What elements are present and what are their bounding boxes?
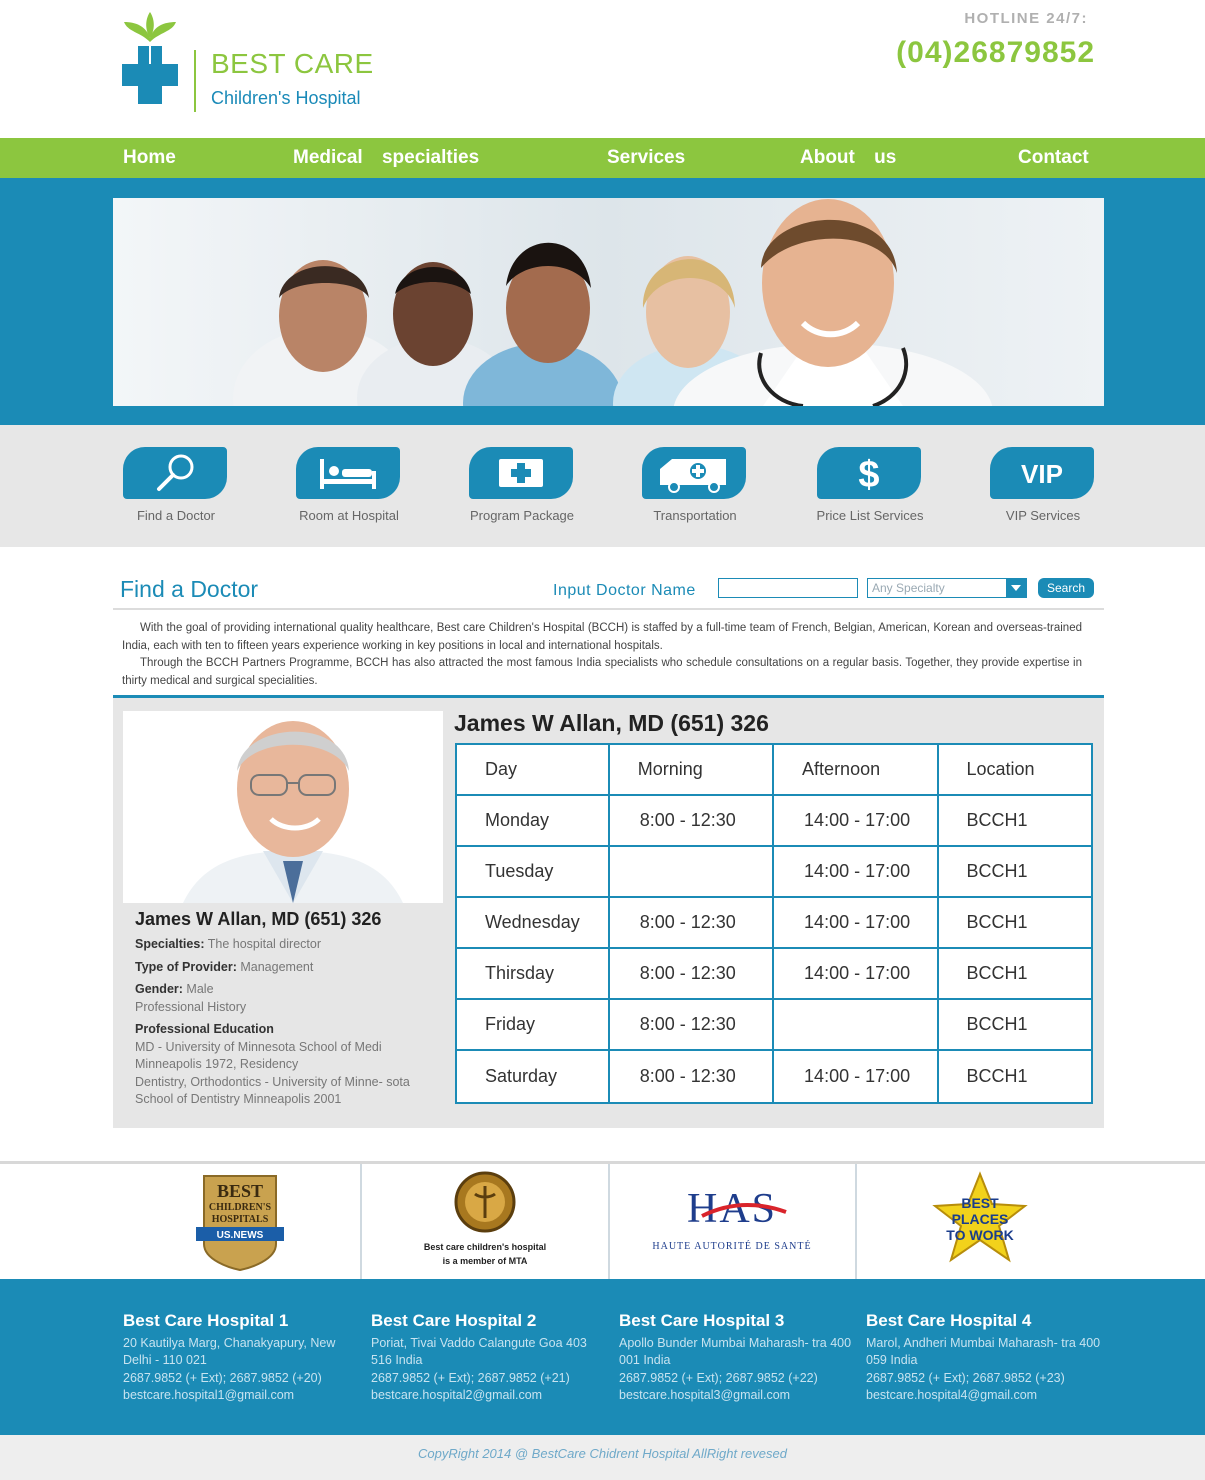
- schedule-day: Friday: [456, 999, 609, 1050]
- main-nav: [0, 138, 1205, 178]
- svg-text:CHILDREN'S: CHILDREN'S: [208, 1202, 272, 1213]
- header-morning: Morning: [609, 744, 773, 795]
- doctors-group-illustration: [113, 198, 1104, 406]
- schedule-day: Monday: [456, 795, 609, 846]
- vip-icon-text: VIP: [1021, 459, 1063, 489]
- schedule-day: Thirsday: [456, 948, 609, 999]
- quick-link-label: Room at Hospital: [299, 508, 399, 523]
- quick-link-find-doctor[interactable]: [101, 447, 241, 532]
- footer-phone: 2687.9852 (+ Ext); 2687.9852 (+21): [371, 1370, 570, 1385]
- quick-link-program-package[interactable]: [447, 447, 587, 532]
- schedule-morning: 8:00 - 12:30: [609, 999, 773, 1050]
- schedule-afternoon: 14:00 - 17:00: [773, 795, 937, 846]
- copyright-text: CopyRight 2014 @ BestCare Chidrent Hospital AllRight revesed: [418, 1446, 787, 1461]
- doctor-education-1: MD - University of Minnesota School of Medi Minneapolis 1972, Residency: [135, 1039, 382, 1071]
- ambulance-icon: [642, 447, 746, 499]
- dollar-icon: [817, 447, 921, 499]
- hotline-number[interactable]: (04)26879852: [896, 36, 1095, 69]
- schedule-row: [456, 948, 1092, 999]
- schedule-row: [456, 897, 1092, 948]
- quick-link-label: Price List Services: [816, 508, 924, 523]
- mta-member-badge[interactable]: [410, 1164, 560, 1279]
- doctor-info: [135, 936, 435, 1109]
- schedule-morning: [609, 846, 773, 897]
- site-header: [0, 0, 1205, 138]
- schedule-afternoon: 14:00 - 17:00: [773, 897, 937, 948]
- footer-hospital-3: [619, 1312, 859, 1405]
- quick-link-vip[interactable]: [968, 447, 1108, 532]
- schedule-afternoon: 14:00 - 17:00: [773, 948, 937, 999]
- search-button[interactable]: Search: [1038, 578, 1094, 598]
- schedule-afternoon: [773, 999, 937, 1050]
- schedule-day: Wednesday: [456, 897, 609, 948]
- footer-hospital-2: [371, 1312, 611, 1405]
- doctor-photo: [123, 711, 443, 903]
- svg-text:BEST: BEST: [961, 1195, 999, 1211]
- schedule-row: [456, 795, 1092, 846]
- doctor-name-input[interactable]: [718, 578, 858, 598]
- footer-hospital-name: Best Care Hospital 1: [123, 1311, 289, 1330]
- footer-hospital-4: [866, 1312, 1106, 1405]
- footer-address: Marol, Andheri Mumbai Maharash- tra 400 059 India: [866, 1335, 1101, 1367]
- footer-email[interactable]: bestcare.hospital1@gmail.com: [123, 1388, 295, 1402]
- svg-text:US.NEWS: US.NEWS: [216, 1230, 264, 1241]
- schedule-location: BCCH1: [938, 999, 1093, 1050]
- bed-icon: [296, 447, 400, 499]
- svg-text:BEST: BEST: [216, 1181, 264, 1201]
- schedule-day: Tuesday: [456, 846, 609, 897]
- svg-text:TO WORK: TO WORK: [946, 1227, 1014, 1243]
- nav-services[interactable]: Services: [607, 147, 686, 168]
- nav-medical-specialties[interactable]: Medical specialties: [293, 147, 480, 168]
- footer-hospital-name: Best Care Hospital 4: [866, 1311, 1032, 1330]
- schedule-day: Saturday: [456, 1050, 609, 1103]
- footer-hospital-1: [123, 1312, 363, 1405]
- quick-link-label: Program Package: [469, 508, 575, 523]
- schedule-row: [456, 999, 1092, 1050]
- footer-phone: 2687.9852 (+ Ext); 2687.9852 (+23): [866, 1370, 1065, 1385]
- svg-text:HAS: HAS: [686, 1186, 778, 1232]
- cross-sprout-icon: [120, 12, 180, 107]
- footer-phone: 2687.9852 (+ Ext); 2687.9852 (+22): [619, 1370, 818, 1385]
- section-divider: [113, 608, 1104, 610]
- schedule-location: BCCH1: [938, 948, 1093, 999]
- svg-text:PLACES: PLACES: [951, 1211, 1009, 1227]
- svg-text:is a member of MTA: is a member of MTA: [442, 1256, 528, 1266]
- schedule-title: James W Allan, MD (651) 326: [454, 710, 769, 736]
- schedule-location: BCCH1: [938, 1050, 1093, 1103]
- badge-separator: [855, 1164, 857, 1279]
- footer-address: Apollo Bunder Mumbai Maharash- tra 400 001 India: [619, 1335, 852, 1367]
- schedule-row: [456, 1050, 1092, 1103]
- svg-text:HOSPITALS: HOSPITALS: [211, 1214, 269, 1225]
- doctor-provider-type: Type of Provider: Management: [135, 959, 314, 974]
- svg-text:HAUTE AUTORITÉ DE SANTÉ: HAUTE AUTORITÉ DE SANTÉ: [652, 1241, 812, 1252]
- svg-text:Best care children's hospital: Best care children's hospital: [423, 1242, 547, 1252]
- schedule-morning: 8:00 - 12:30: [609, 795, 773, 846]
- logo-subtitle: Children's Hospital: [211, 88, 361, 108]
- medical-kit-icon: [469, 447, 573, 499]
- footer-hospital-name: Best Care Hospital 2: [371, 1311, 537, 1330]
- schedule-location: BCCH1: [938, 795, 1093, 846]
- footer-phone: 2687.9852 (+ Ext); 2687.9852 (+20): [123, 1370, 322, 1385]
- header-day: Day: [456, 744, 609, 795]
- quick-link-price-list[interactable]: [795, 447, 935, 532]
- best-places-to-work-badge[interactable]: [925, 1164, 1035, 1279]
- logo-divider: [194, 50, 196, 112]
- quick-link-label: VIP Services: [1005, 508, 1081, 523]
- doctor-name-label: Input Doctor Name: [553, 582, 696, 599]
- footer-email[interactable]: bestcare.hospital3@gmail.com: [619, 1388, 791, 1402]
- doctor-specialties: Specialties: The hospital director: [135, 937, 321, 951]
- footer-email[interactable]: bestcare.hospital2@gmail.com: [371, 1388, 543, 1402]
- nav-home[interactable]: Home: [123, 147, 176, 168]
- nav-contact[interactable]: Contact: [1018, 147, 1089, 168]
- find-doctor-title: Find a Doctor: [120, 576, 259, 602]
- intro-paragraph-2: Through the BCCH Partners Programme, BCCH has also attracted the most famous India specialists who schedule consultations on a regular basis. Together, they provide expertise in thirty medical and surgical specialities.: [122, 657, 1082, 687]
- best-childrens-hospitals-badge[interactable]: [190, 1164, 290, 1279]
- quick-link-room[interactable]: [274, 447, 414, 532]
- badge-separator: [360, 1164, 362, 1279]
- svg-text:$: $: [858, 454, 880, 496]
- badge-separator: [608, 1164, 610, 1279]
- footer-address: 20 Kautilya Marg, Chanakyapury, New Delhi - 110 021: [123, 1335, 336, 1367]
- intro-text: [122, 620, 1082, 690]
- schedule-header-row: [456, 744, 1092, 795]
- intro-paragraph-1: With the goal of providing international quality healthcare, Best care Children's Hospital (BCCH) is staffed by a full-time team of French, Belgian, American, Korean and overseas-trained India, each with ten to fifteen years experience working in key positions in local and international hospitals.: [122, 622, 1082, 652]
- hospital-logo[interactable]: [120, 12, 380, 112]
- schedule-morning: 8:00 - 12:30: [609, 948, 773, 999]
- hotline-label: HOTLINE 24/7:: [964, 10, 1088, 27]
- doctor-gender: Gender: Male: [135, 982, 214, 996]
- quick-link-label: Find a Doctor: [136, 508, 216, 523]
- footer-email[interactable]: bestcare.hospital4@gmail.com: [866, 1388, 1038, 1402]
- nav-about-us[interactable]: About us: [800, 147, 897, 168]
- doctors-banner-image: [113, 198, 1104, 406]
- vip-icon: [990, 447, 1094, 499]
- quick-link-label: Transportation: [653, 508, 737, 523]
- header-location: Location: [938, 744, 1093, 795]
- schedule-row: [456, 846, 1092, 897]
- schedule-location: BCCH1: [938, 846, 1093, 897]
- quick-link-transportation[interactable]: [620, 447, 760, 532]
- has-logo-badge[interactable]: [640, 1164, 825, 1279]
- schedule-afternoon: 14:00 - 17:00: [773, 846, 937, 897]
- schedule-table: [455, 743, 1093, 1104]
- schedule-morning: 8:00 - 12:30: [609, 897, 773, 948]
- chevron-down-icon: [1006, 579, 1026, 597]
- schedule-morning: 8:00 - 12:30: [609, 1050, 773, 1103]
- doctor-history: Professional History: [135, 999, 247, 1014]
- specialty-select[interactable]: [867, 578, 1027, 598]
- magnifier-icon: [123, 447, 227, 499]
- schedule-location: BCCH1: [938, 897, 1093, 948]
- logo-title: BEST CARE: [211, 48, 374, 79]
- header-afternoon: Afternoon: [773, 744, 937, 795]
- doctor-education-label: Professional Education: [135, 1022, 274, 1036]
- schedule-afternoon: 14:00 - 17:00: [773, 1050, 937, 1103]
- doctor-education-2: Dentistry, Orthodontics - University of Minne- sota School of Dentistry Minneapolis 2001: [135, 1074, 410, 1106]
- specialty-selected: Any Specialty: [872, 581, 945, 595]
- footer-hospital-name: Best Care Hospital 3: [619, 1311, 785, 1330]
- doctor-name: James W Allan, MD (651) 326: [135, 909, 382, 929]
- footer-address: Poriat, Tivai Vaddo Calangute Goa 403 516 India: [371, 1335, 587, 1367]
